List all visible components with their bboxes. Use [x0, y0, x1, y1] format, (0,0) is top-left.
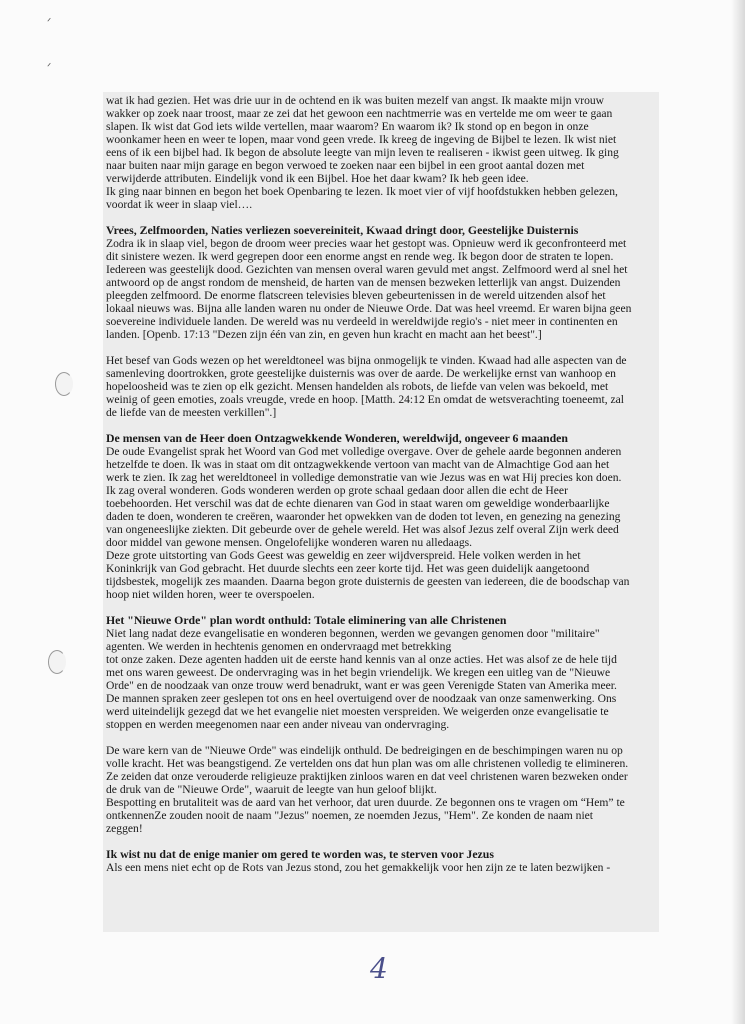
- text-line: pleegden zelfmoord. De enorme flatscreen televisies bleven gebeurtenissen in de wereld uitzenden alsof het: [106, 289, 606, 302]
- text-line: toebehoorden. Het verschil was dat de echte dienaren van God in staat waren om geweldige wonderbaarlijke: [106, 497, 610, 510]
- text-line: naar buiten naar mijn garage en begon verwoed te zoeken naar een bijbel in een groot aantal dozen met: [106, 159, 585, 172]
- text-line: soevereine individuele landen. De wereld was nu verdeeld in wereldwijde regio's - niet meer in continenten en: [106, 315, 618, 328]
- text-line: Ze zeiden dat onze verouderde religieuze praktijken zinloos waren en dat veel christenen waren bezweken onder: [106, 770, 628, 783]
- text-line: hoop niet wilden horen, weer te overspoelen.: [106, 588, 315, 601]
- text-line: De mannen spraken zeer geslepen tot ons en heel overtuigend over de noodzaak van onze samenwerking. Ons: [106, 692, 617, 705]
- punch-hole: [48, 650, 66, 674]
- text-line: Ik ging naar binnen en begon het boek Openbaring te lezen. Ik moet vier of vijf hoofdstukken hebben gelezen,: [106, 185, 618, 198]
- text-line: ontkennenZe zouden nooit de naam "Jezus" noemen, ze noemden Jezus, "Hem". Ze konden de naam niet: [106, 809, 594, 822]
- text-line: Zodra ik in slaap viel, begon de droom weer precies waar het gestopt was. Opnieuw werd ik geconfronteerd met: [106, 237, 627, 250]
- text-line: Ik zag overal wonderen. Gods wonderen werden op grote schaal gedaan door allen die echt de Heer: [106, 484, 568, 497]
- text-line: voordat ik weer in slaap viel….: [106, 198, 253, 211]
- text-line: werk te zien. Ik zag het wereldtoneel in volledige demonstratie van wie Jezus was en wat Hij precies kon doen.: [106, 471, 622, 484]
- text-line: Bespotting en brutaliteit was de aard van het verhoor, dat uren duurde. Ze begonnen ons te vragen om “Hem” te: [106, 796, 625, 809]
- text-line: daden te doen, wonderen te creëren, waaronder het opwekken van de doden tot leven, en genezing na genezing: [106, 510, 621, 523]
- text-line: agenten. We werden in hechtenis genomen en ondervraagd met betrekking: [106, 640, 452, 653]
- text-line: tijdsbestek, mogelijk zes maanden. Daarna begon grote duisternis de geesten van iedereen, die de boodschap van: [106, 575, 630, 588]
- text-line: slapen. Ik wist dat God iets wilde vertellen, maar waarom? En waarom ik? Ik stond op en begon in onze: [106, 120, 589, 133]
- page-number: 4: [370, 952, 388, 985]
- text-line: stoppen en werden meegenomen naar een ander niveau van ondervraging.: [106, 718, 450, 731]
- text-line: verwijderde attributen. Eindelijk vond ik een Bijbel. Hoe het daar kwam? Ik heb geen idee.: [106, 172, 529, 185]
- text-line: wakker op zoek naar troost, maar ze zei dat het gewoon een nachtmerrie was en vertelde me om weer te gaan: [106, 107, 613, 120]
- text-line: antwoord op de angst rondom de mensheid, de harten van de mensen bezweken letterlijk van angst. Duizenden: [106, 276, 621, 289]
- page-edge-shadow: [731, 0, 745, 1024]
- text-line: hetzelfde te doen. Ik was in staat om dit ontzagwekkende vertoon van macht van de Almachtige God aan het: [106, 458, 610, 471]
- text-line: eens of ik een bijbel had. Ik begon de absolute leegte van mijn leven te realiseren - ikwist geen uitweg. Ik ging: [106, 146, 619, 159]
- text-line: met ons waren geweest. De ondervraging was in het begin vriendelijk. We kregen een uitleg van de "Nieuwe: [106, 666, 611, 679]
- section-heading: Het "Nieuwe Orde" plan wordt onthuld: Totale eliminering van alle Christenen: [106, 613, 507, 627]
- text-line: samenleving doortrokken, grote geestelijke duisternis was over de aarde. De werkelijke ernst van wanhoop en: [106, 367, 616, 380]
- scan-speck-mark: ᐟ: [47, 17, 52, 28]
- text-line: landen. [Openb. 17:13 "Dezen zijn één van zin, en geven hun kracht en macht aan het beest".]: [106, 328, 542, 341]
- text-line: dit sinistere wezen. Ik werd gegrepen door een enorme angst en rende weg. Ik begon door de straten te lopen.: [106, 250, 614, 263]
- text-line: volle kracht. Het was beangstigend. Ze vertelden ons dat hun plan was om alle christenen volledig te elimineren.: [106, 757, 629, 770]
- text-line: Iedereen was geestelijk dood. Gezichten van mensen overal waren gevuld met angst. Zelfmoord werd al snel het: [106, 263, 628, 276]
- text-line: Orde" en de noodzaak van onze trouw werd benadrukt, want er was geen Verenigde Staten van Amerika meer.: [106, 679, 617, 692]
- text-line: De ware kern van de "Nieuwe Orde" was eindelijk onthuld. De bedreigingen en de beschimpingen waren nu op: [106, 744, 623, 757]
- text-line: Niet lang nadat deze evangelisatie en wonderen begonnen, werden we gevangen genomen door "militaire": [106, 627, 600, 640]
- section-heading: Vrees, Zelfmoorden, Naties verliezen soevereiniteit, Kwaad dringt door, Geestelijke Duisternis: [106, 223, 579, 237]
- text-line: de liefde van de meesten verkillen".]: [106, 406, 277, 419]
- text-line: woonkamer heen en weer te lopen, maar vond geen vrede. Ik kreeg de ingeving de Bijbel te lezen. Ik wist niet: [106, 133, 617, 146]
- text-line: tot onze zaken. Deze agenten hadden uit de eerste hand kennis van al onze acties. Het was alsof ze de hele tijd: [106, 653, 617, 666]
- text-line: Koninkrijk van God gebracht. Het duurde slechts een zeer korte tijd. Het was geen duidelijk aangetoond: [106, 562, 590, 575]
- text-line: van ongeneeslijke ziekten. Dit gebeurde over de gehele wereld. Het was alsof Jezus zelf overal Zijn werk deed: [106, 523, 619, 536]
- section-heading: Ik wist nu dat de enige manier om gered te worden was, te sterven voor Jezus: [106, 847, 494, 861]
- text-line: Het besef van Gods wezen op het wereldtoneel was bijna onmogelijk te vinden. Kwaad had alle aspecten van de: [106, 354, 627, 367]
- section-heading: De mensen van de Heer doen Ontzagwekkende Wonderen, wereldwijd, ongeveer 6 maanden: [106, 431, 568, 445]
- text-line: werd uiteindelijk gezegd dat we het evangelie niet moesten verspreiden. We weigerden onze evangelisatie te: [106, 705, 609, 718]
- text-line: zeggen!: [106, 822, 143, 835]
- text-line: door middel van gewone mensen. Ongelofelijke wonderen waren nu alledaags.: [106, 536, 473, 549]
- text-line: de druk van de "Nieuwe Orde", waaruit de leegte van hun geloof blijkt.: [106, 783, 437, 796]
- text-line: Als een mens niet echt op de Rots van Jezus stond, zou het gemakkelijk voor hen zijn ze te laten bezwijken -: [106, 861, 611, 874]
- text-line: Deze grote uitstorting van Gods Geest was geweldig en zeer wijdverspreid. Hele volken werden in het: [106, 549, 581, 562]
- scan-speck-mark: ᐟ: [47, 62, 52, 73]
- text-line: lokaal nieuws was. Bijna alle landen waren nu onder de Nieuwe Orde. Dat was heel vreemd. Er waren bijna geen: [106, 302, 632, 315]
- text-line: weinig of geen emoties, zoals vreugde, vrede en hoop. [Matth. 24:12 En omdat de wetsverachting toeneemt, zal: [106, 393, 625, 406]
- text-line: De oude Evangelist sprak het Woord van God met volledige overgave. Over de gehele aarde begonnen anderen: [106, 445, 622, 458]
- text-line: wat ik had gezien. Het was drie uur in de ochtend en ik was buiten mezelf van angst. Ik maakte mijn vrouw: [106, 94, 605, 107]
- text-line: hopeloosheid was te zien op elk gezicht. Mensen handelden als robots, de liefde van velen was bekoeld, met: [106, 380, 609, 393]
- document-body: [103, 92, 659, 932]
- punch-hole: [55, 372, 73, 396]
